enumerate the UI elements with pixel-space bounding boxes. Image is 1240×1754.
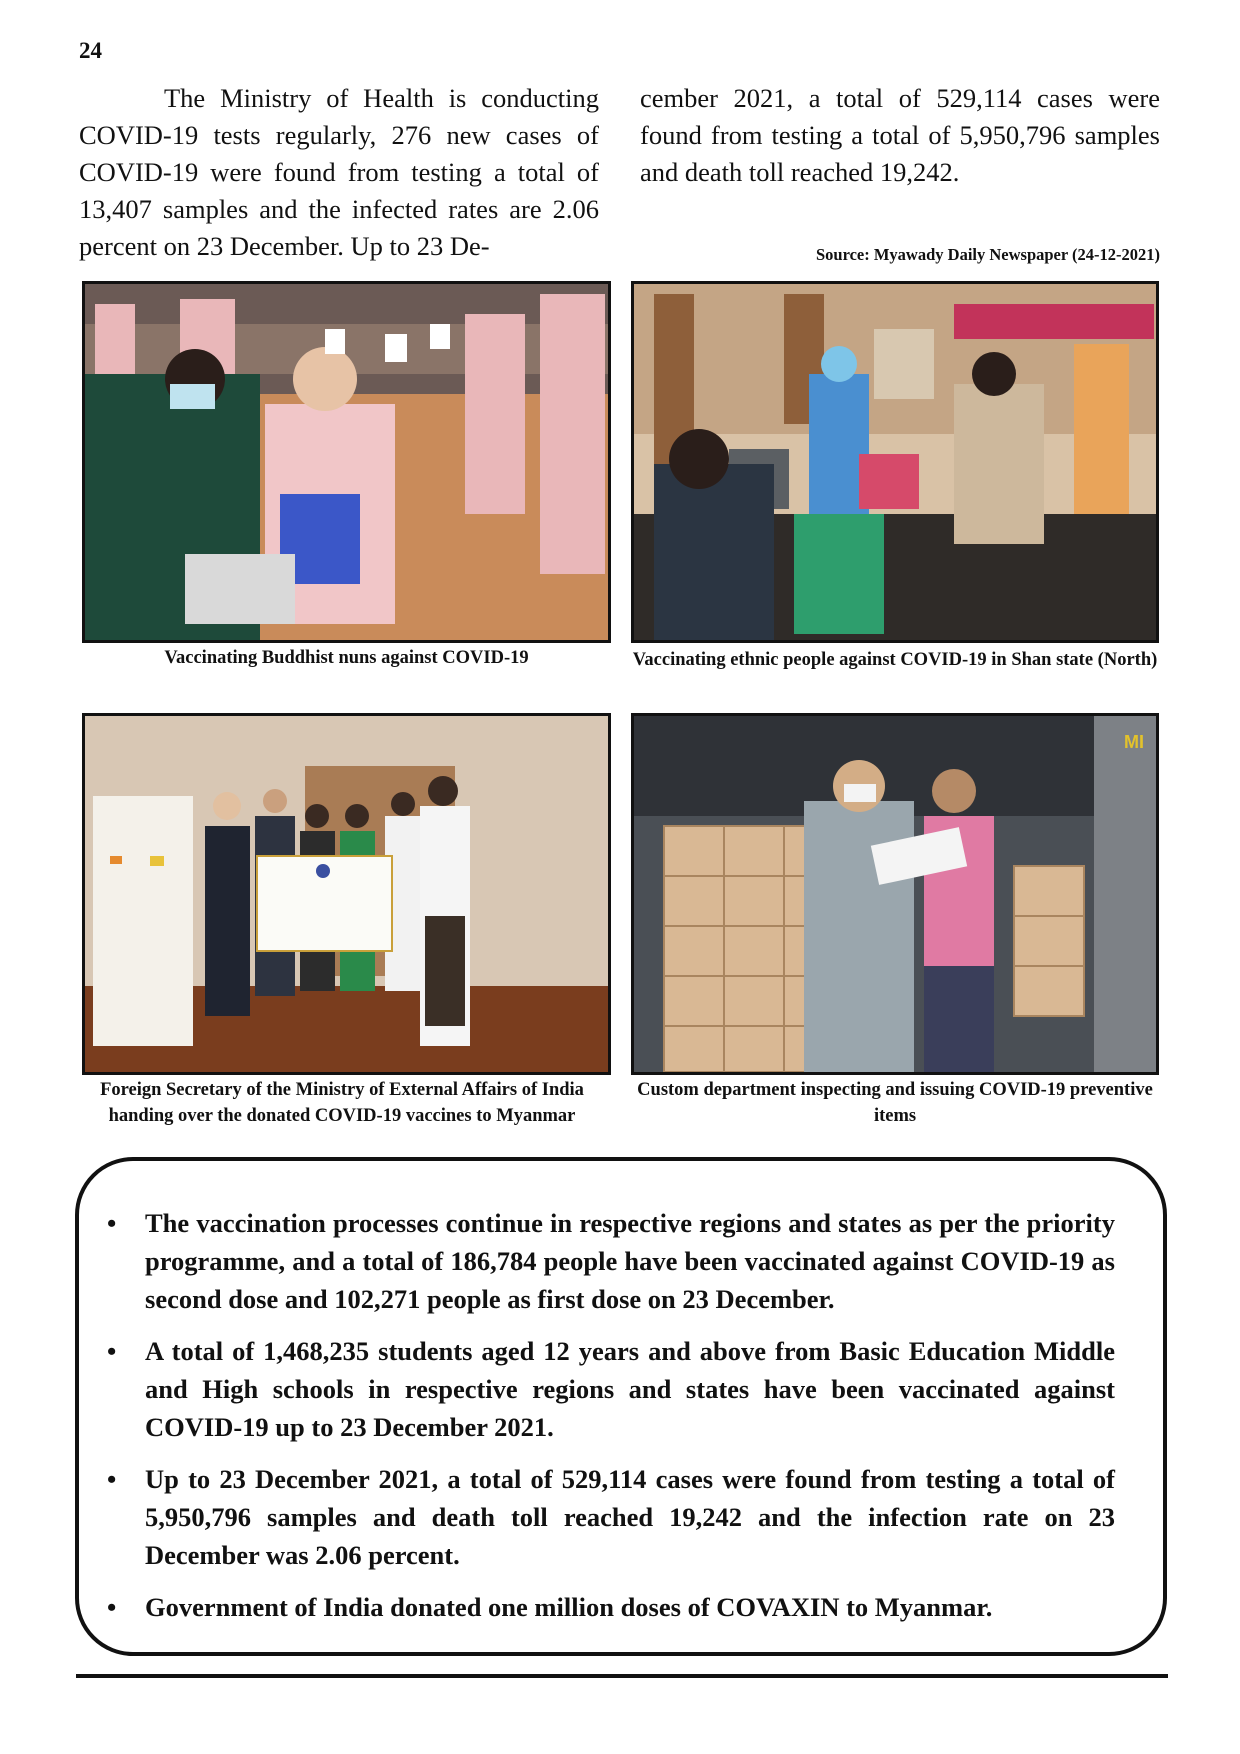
article-text-right: cember 2021, a total of 529,114 cases were found from testing a total of 5,950,796 samples and death toll reached 19,242.	[640, 83, 1160, 187]
article-column-left	[79, 80, 599, 265]
source-credit: Source: Myawady Daily Newspaper (24-12-2021)	[815, 245, 1160, 264]
summary-bullet-list	[105, 1204, 1115, 1640]
bullet-icon: •	[107, 1208, 117, 1238]
summary-bullet	[105, 1332, 1115, 1446]
photo-vaccinating-ethnic-people	[631, 281, 1159, 643]
bullet-icon: •	[107, 1336, 117, 1366]
summary-bullet	[105, 1204, 1115, 1318]
summary-bullet	[105, 1588, 1115, 1626]
article-column-right	[640, 80, 1160, 191]
summary-bullet-text: Government of India donated one million doses of COVAXIN to Myanmar.	[145, 1592, 993, 1622]
bullet-icon: •	[107, 1592, 117, 1622]
summary-bullet	[105, 1460, 1115, 1574]
bullet-icon: •	[107, 1464, 117, 1494]
summary-bullet-text: Up to 23 December 2021, a total of 529,114 cases were found from testing a total of 5,950,796 samples and death toll reached 19,242 and the infection rate on 23 December was 2.06 percent.	[145, 1464, 1115, 1570]
photo-caption: Foreign Secretary of the Ministry of External Affairs of India handing over the donated COVID-19 vaccines to Myanmar	[100, 1080, 584, 1126]
tv-logo-mark: MI	[1124, 732, 1144, 752]
summary-bullet-text: A total of 1,468,235 students aged 12 years and above from Basic Education Middle and High schools in respective regions and states have been vaccinated against COVID-19 up to 23 December 2021.	[145, 1336, 1115, 1442]
photo-caption: Vaccinating ethnic people against COVID-19 in Shan state (North)	[632, 650, 1158, 670]
photo-vaccinating-nuns	[82, 281, 611, 643]
bottom-rule	[76, 1674, 1168, 1678]
photo-caption: Vaccinating Buddhist nuns against COVID-19	[164, 648, 529, 668]
article-text-left: The Ministry of Health is conducting COVID-19 tests regularly, 276 new cases of COVID-19 were found from testing a total of 13,407 samples and the infected rates are 2.06 percent on 23 December. Up to 23 De-	[79, 83, 599, 261]
photo-caption: Custom department inspecting and issuing COVID-19 preventive items	[637, 1080, 1153, 1126]
summary-bullet-text: The vaccination processes continue in respective regions and states as per the priority programme, and a total of 186,784 people have been vaccinated against COVID-19 as second dose and 102,271 people as first dose on 23 December.	[145, 1208, 1115, 1314]
photo-vaccine-handover	[82, 713, 611, 1075]
summary-box	[75, 1157, 1167, 1656]
photo-customs-inspection	[631, 713, 1159, 1075]
page-number: 24	[79, 38, 102, 63]
